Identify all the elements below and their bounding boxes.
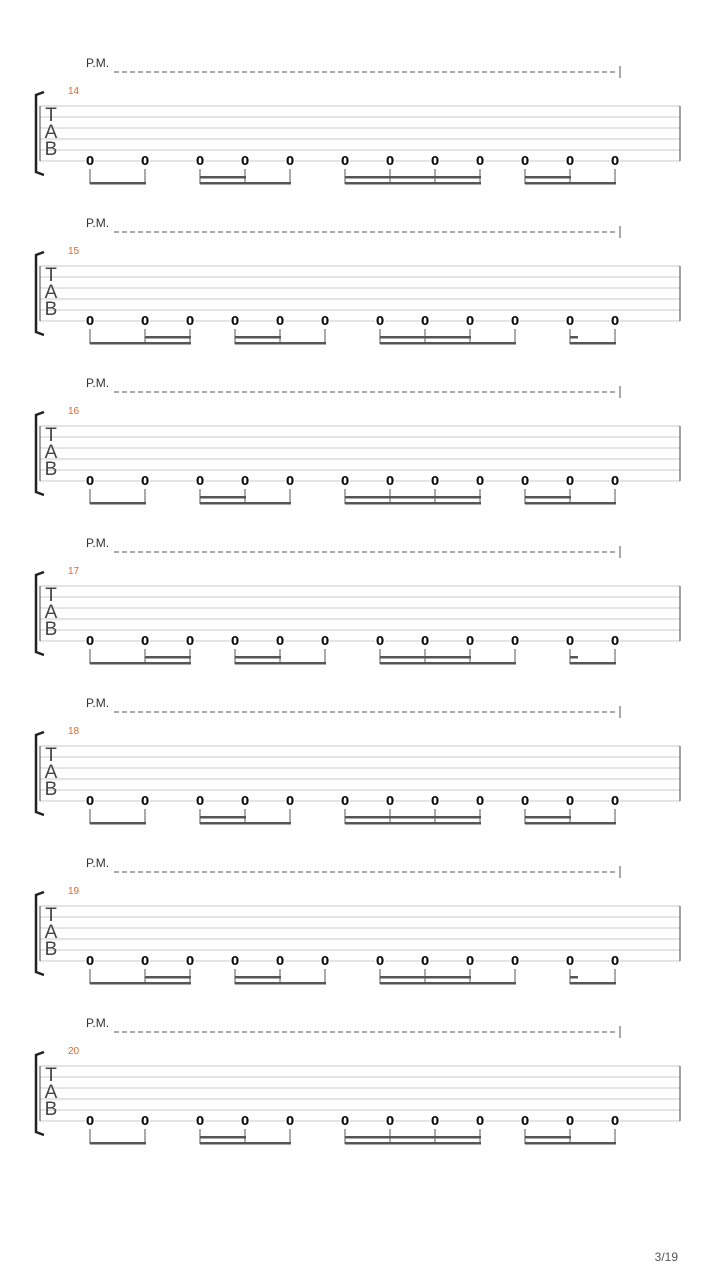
tab-clef-t: T bbox=[45, 105, 57, 126]
measure-number: 19 bbox=[68, 886, 80, 897]
rhythm-beam bbox=[525, 496, 571, 499]
fret-number: 0 bbox=[610, 794, 620, 808]
rhythm-beam bbox=[525, 822, 616, 825]
fret-number: 0 bbox=[385, 1114, 395, 1128]
fret-number: 0 bbox=[430, 474, 440, 488]
fret-number: 0 bbox=[85, 634, 95, 648]
fret-number: 0 bbox=[230, 954, 240, 968]
fret-number: 0 bbox=[340, 474, 350, 488]
fret-number: 0 bbox=[610, 1114, 620, 1128]
tab-clef-a: A bbox=[44, 282, 58, 303]
measure-number: 14 bbox=[68, 86, 80, 97]
fret-number: 0 bbox=[565, 954, 575, 968]
tab-clef-b: B bbox=[44, 619, 58, 640]
fret-number: 0 bbox=[185, 314, 195, 328]
fret-number: 0 bbox=[510, 954, 520, 968]
fret-number: 0 bbox=[140, 314, 150, 328]
fret-number: 0 bbox=[420, 314, 430, 328]
rhythm-beam bbox=[380, 656, 471, 659]
rhythm-beam bbox=[345, 502, 481, 505]
rhythm-beam bbox=[345, 822, 481, 825]
tab-clef-t: T bbox=[45, 1065, 57, 1086]
fret-number: 0 bbox=[195, 474, 205, 488]
page-number: 3/19 bbox=[654, 1250, 678, 1264]
rhythm-beam bbox=[145, 336, 191, 339]
rhythm-beam bbox=[90, 982, 191, 985]
fret-number: 0 bbox=[565, 314, 575, 328]
rhythm-beam bbox=[345, 176, 481, 179]
tab-clef-b: B bbox=[44, 299, 58, 320]
fret-number: 0 bbox=[85, 154, 95, 168]
fret-number: 0 bbox=[85, 954, 95, 968]
fret-number: 0 bbox=[285, 794, 295, 808]
rhythm-beam bbox=[345, 496, 481, 499]
fret-number: 0 bbox=[275, 314, 285, 328]
fret-number: 0 bbox=[375, 634, 385, 648]
fret-number: 0 bbox=[375, 954, 385, 968]
fret-number: 0 bbox=[320, 314, 330, 328]
rhythm-beam bbox=[345, 1142, 481, 1145]
tab-clef-b: B bbox=[44, 939, 58, 960]
fret-number: 0 bbox=[85, 314, 95, 328]
palm-mute-label: P.M. bbox=[86, 696, 110, 710]
fret-number: 0 bbox=[195, 1114, 205, 1128]
fret-number: 0 bbox=[420, 954, 430, 968]
rhythm-beam bbox=[90, 502, 146, 505]
fret-number: 0 bbox=[520, 794, 530, 808]
fret-number: 0 bbox=[465, 954, 475, 968]
rhythm-beam bbox=[200, 1136, 246, 1139]
fret-number: 0 bbox=[275, 634, 285, 648]
fret-number: 0 bbox=[230, 634, 240, 648]
fret-number: 0 bbox=[285, 154, 295, 168]
fret-number: 0 bbox=[275, 954, 285, 968]
fret-number: 0 bbox=[140, 154, 150, 168]
tab-system-14 bbox=[36, 56, 680, 185]
rhythm-beam bbox=[525, 816, 571, 819]
rhythm-beam bbox=[235, 982, 326, 985]
tab-system-19 bbox=[36, 856, 680, 985]
fret-number: 0 bbox=[240, 794, 250, 808]
measure-number: 15 bbox=[68, 246, 80, 257]
palm-mute-label: P.M. bbox=[86, 376, 110, 390]
rhythm-beam bbox=[380, 662, 516, 665]
rhythm-beam bbox=[200, 496, 246, 499]
fret-number: 0 bbox=[565, 1114, 575, 1128]
fret-number: 0 bbox=[185, 634, 195, 648]
palm-mute-label: P.M. bbox=[86, 1016, 110, 1030]
fret-number: 0 bbox=[85, 1114, 95, 1128]
fret-number: 0 bbox=[140, 954, 150, 968]
fret-number: 0 bbox=[610, 634, 620, 648]
tab-system-20 bbox=[36, 1016, 680, 1145]
rhythm-beam bbox=[200, 822, 291, 825]
fret-number: 0 bbox=[85, 474, 95, 488]
rhythm-beam bbox=[200, 502, 291, 505]
fret-number: 0 bbox=[385, 474, 395, 488]
rhythm-beam bbox=[570, 656, 578, 659]
rhythm-beam bbox=[525, 182, 616, 185]
fret-number: 0 bbox=[475, 154, 485, 168]
rhythm-beam bbox=[380, 982, 516, 985]
fret-number: 0 bbox=[520, 154, 530, 168]
rhythm-beam bbox=[380, 336, 471, 339]
rhythm-beam bbox=[570, 342, 616, 345]
fret-number: 0 bbox=[520, 1114, 530, 1128]
fret-number: 0 bbox=[465, 314, 475, 328]
fret-number: 0 bbox=[565, 154, 575, 168]
rhythm-beam bbox=[90, 822, 146, 825]
fret-number: 0 bbox=[140, 634, 150, 648]
rhythm-beam bbox=[200, 816, 246, 819]
rhythm-beam bbox=[345, 816, 481, 819]
fret-number: 0 bbox=[195, 154, 205, 168]
tab-clef-t: T bbox=[45, 425, 57, 446]
rhythm-beam bbox=[90, 1142, 146, 1145]
fret-number: 0 bbox=[340, 794, 350, 808]
fret-number: 0 bbox=[240, 474, 250, 488]
rhythm-beam bbox=[200, 182, 291, 185]
fret-number: 0 bbox=[285, 1114, 295, 1128]
rhythm-beam bbox=[90, 662, 191, 665]
fret-number: 0 bbox=[85, 794, 95, 808]
fret-number: 0 bbox=[475, 1114, 485, 1128]
fret-number: 0 bbox=[520, 474, 530, 488]
fret-number: 0 bbox=[185, 954, 195, 968]
fret-number: 0 bbox=[385, 154, 395, 168]
tab-system-16 bbox=[36, 376, 680, 505]
palm-mute-label: P.M. bbox=[86, 216, 110, 230]
palm-mute-label: P.M. bbox=[86, 536, 110, 550]
tab-clef-b: B bbox=[44, 139, 58, 160]
tab-clef-a: A bbox=[44, 922, 58, 943]
rhythm-beam bbox=[345, 1136, 481, 1139]
tab-clef-b: B bbox=[44, 1099, 58, 1120]
fret-number: 0 bbox=[320, 954, 330, 968]
fret-number: 0 bbox=[340, 1114, 350, 1128]
fret-number: 0 bbox=[565, 634, 575, 648]
rhythm-beam bbox=[145, 656, 191, 659]
palm-mute-label: P.M. bbox=[86, 856, 110, 870]
fret-number: 0 bbox=[320, 634, 330, 648]
fret-number: 0 bbox=[610, 954, 620, 968]
fret-number: 0 bbox=[230, 314, 240, 328]
tab-system-18 bbox=[36, 696, 680, 825]
fret-number: 0 bbox=[510, 314, 520, 328]
tab-system-15 bbox=[36, 216, 680, 345]
fret-number: 0 bbox=[610, 314, 620, 328]
rhythm-beam bbox=[145, 976, 191, 979]
rhythm-beam bbox=[525, 1136, 571, 1139]
measure-number: 16 bbox=[68, 406, 80, 417]
fret-number: 0 bbox=[430, 794, 440, 808]
fret-number: 0 bbox=[195, 794, 205, 808]
rhythm-beam bbox=[235, 336, 281, 339]
rhythm-beam bbox=[200, 1142, 291, 1145]
tab-clef-b: B bbox=[44, 779, 58, 800]
rhythm-beam bbox=[525, 176, 571, 179]
fret-number: 0 bbox=[240, 154, 250, 168]
rhythm-beam bbox=[345, 182, 481, 185]
fret-number: 0 bbox=[140, 474, 150, 488]
rhythm-beam bbox=[525, 1142, 616, 1145]
tab-clef-a: A bbox=[44, 602, 58, 623]
fret-number: 0 bbox=[475, 474, 485, 488]
rhythm-beam bbox=[235, 662, 326, 665]
tab-clef-t: T bbox=[45, 745, 57, 766]
rhythm-beam bbox=[525, 502, 616, 505]
fret-number: 0 bbox=[610, 474, 620, 488]
fret-number: 0 bbox=[385, 794, 395, 808]
measure-number: 17 bbox=[68, 566, 80, 577]
fret-number: 0 bbox=[375, 314, 385, 328]
fret-number: 0 bbox=[340, 154, 350, 168]
fret-number: 0 bbox=[510, 634, 520, 648]
tab-clef-a: A bbox=[44, 442, 58, 463]
tab-clef-t: T bbox=[45, 585, 57, 606]
rhythm-beam bbox=[570, 976, 578, 979]
fret-number: 0 bbox=[430, 1114, 440, 1128]
rhythm-beam bbox=[570, 982, 616, 985]
rhythm-beam bbox=[235, 342, 326, 345]
tab-system-17 bbox=[36, 536, 680, 665]
fret-number: 0 bbox=[565, 474, 575, 488]
tab-clef-t: T bbox=[45, 905, 57, 926]
fret-number: 0 bbox=[285, 474, 295, 488]
palm-mute-label: P.M. bbox=[86, 56, 110, 70]
rhythm-beam bbox=[570, 336, 578, 339]
measure-number: 18 bbox=[68, 726, 80, 737]
tab-clef-t: T bbox=[45, 265, 57, 286]
fret-number: 0 bbox=[140, 794, 150, 808]
fret-number: 0 bbox=[610, 154, 620, 168]
rhythm-beam bbox=[570, 662, 616, 665]
fret-number: 0 bbox=[240, 1114, 250, 1128]
rhythm-beam bbox=[90, 182, 146, 185]
tab-clef-a: A bbox=[44, 1082, 58, 1103]
rhythm-beam bbox=[380, 976, 471, 979]
tab-clef-a: A bbox=[44, 762, 58, 783]
rhythm-beam bbox=[235, 976, 281, 979]
rhythm-beam bbox=[235, 656, 281, 659]
fret-number: 0 bbox=[475, 794, 485, 808]
fret-number: 0 bbox=[140, 1114, 150, 1128]
tab-clef-a: A bbox=[44, 122, 58, 143]
fret-number: 0 bbox=[565, 794, 575, 808]
tab-clef-b: B bbox=[44, 459, 58, 480]
fret-number: 0 bbox=[420, 634, 430, 648]
rhythm-beam bbox=[380, 342, 516, 345]
measure-number: 20 bbox=[68, 1046, 80, 1057]
rhythm-beam bbox=[90, 342, 191, 345]
fret-number: 0 bbox=[430, 154, 440, 168]
fret-number: 0 bbox=[465, 634, 475, 648]
rhythm-beam bbox=[200, 176, 246, 179]
